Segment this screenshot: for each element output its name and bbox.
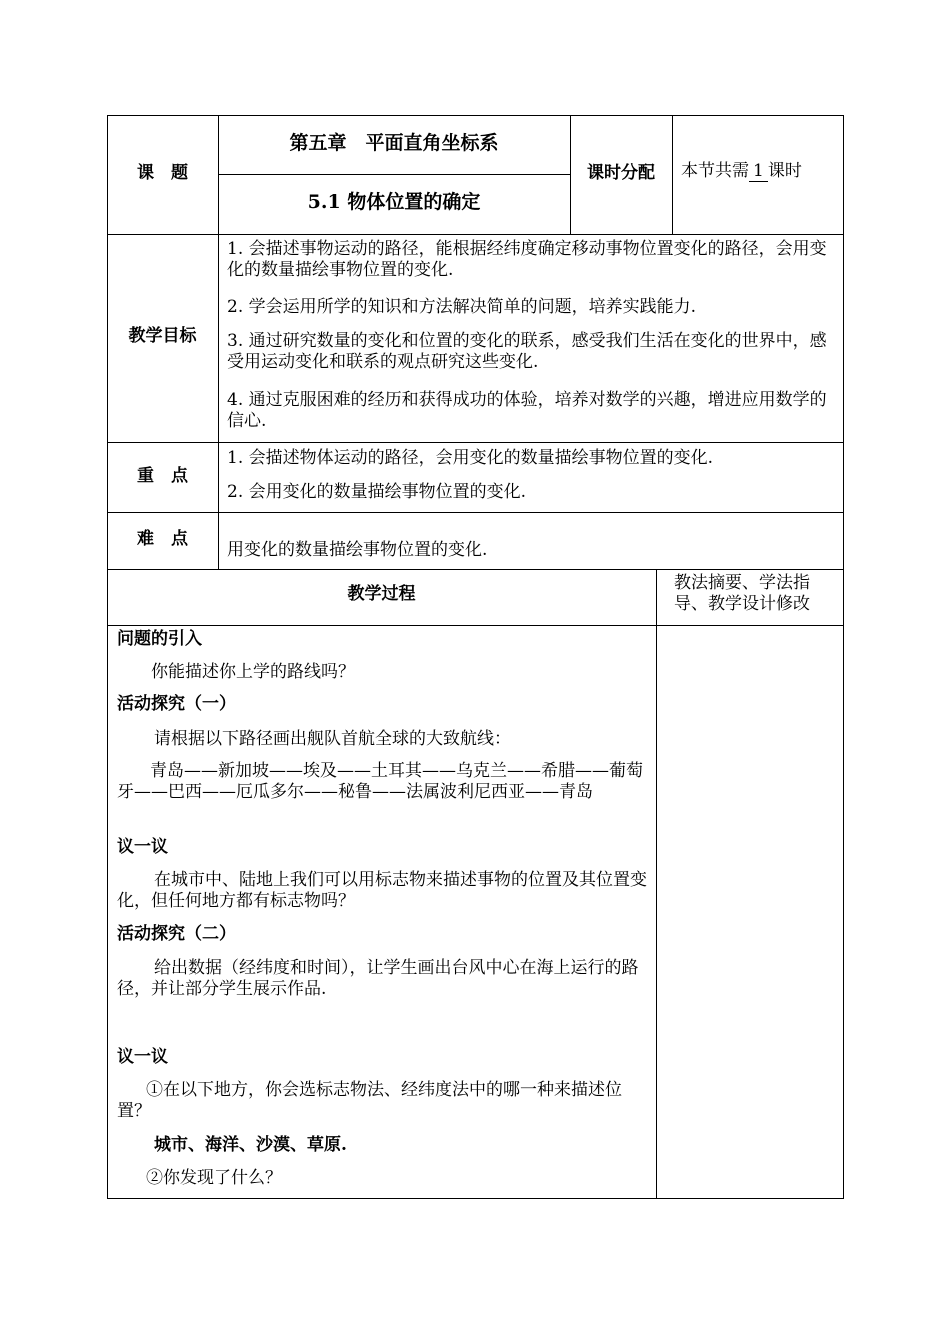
rule-process-body — [107, 625, 844, 626]
period-label: 课时分配 — [587, 163, 655, 183]
period-prefix: 本节共需 — [681, 161, 749, 181]
process-header: 教学过程 — [347, 584, 416, 604]
discuss2-places: 城市、海洋、沙漠、草原. — [154, 1135, 347, 1155]
keypoint-item: 1. 会描述物体运动的路径，会用变化的数量描绘事物位置的变化. — [227, 448, 714, 468]
activity1-route: 青岛——新加坡——埃及——土耳其——乌克兰——希腊——葡萄牙——巴西——厄瓜多尔——秘鲁——法属波利尼西亚——青岛 — [117, 761, 643, 802]
intro-text: 你能描述你上学的路线吗？ — [151, 662, 355, 682]
intro-heading: 问题的引入 — [117, 629, 202, 649]
section-title: 5.1 物体位置的确定 — [307, 191, 481, 213]
discuss2-question-1: ①在以下地方，你会选标志物法、经纬度法中的哪一种来描述位置？ — [117, 1080, 622, 1121]
rule-section-title — [218, 174, 570, 175]
objective-item: 3. 通过研究数量的变化和位置的变化的联系，感受我们生活在变化的世界中，感受用运动变化和联系的观点研究这些变化. — [227, 331, 827, 372]
discuss1-heading: 议一议 — [117, 837, 168, 857]
difficulty-label: 难 点 — [137, 529, 188, 549]
difficulty-text: 用变化的数量描绘事物位置的变化. — [227, 540, 488, 560]
period-suffix: 课时 — [767, 161, 802, 181]
period-count: 1 — [749, 162, 768, 182]
discuss2-heading: 议一议 — [117, 1047, 168, 1067]
activity2-text: 给出数据（经纬度和时间），让学生画出台风中心在海上运行的路径，并让部分学生展示作品. — [117, 958, 639, 999]
discuss2-question-2: ②你发现了什么？ — [146, 1168, 282, 1188]
rule-period-label-right — [672, 115, 673, 234]
activity2-heading: 活动探究（二） — [117, 924, 236, 944]
topic-label: 课 题 — [137, 163, 188, 183]
activity1-text: 请根据以下路径画出舰队首航全球的大致航线： — [154, 729, 511, 749]
keypoint-item: 2. 会用变化的数量描绘事物位置的变化. — [227, 482, 527, 502]
discuss1-text: 在城市中、陆地上我们可以用标志物来描述事物的位置及其位置变化，但任何地方都有标志物吗？ — [117, 870, 647, 911]
objectives-label: 教学目标 — [128, 326, 197, 346]
chapter-title: 第五章 平面直角坐标系 — [289, 132, 499, 154]
objective-item: 1. 会描述事物运动的路径，能根据经纬度确定移动事物位置变化的路径，会用变化的数量描绘事物位置的变化. — [227, 239, 827, 280]
period-value — [681, 161, 802, 182]
rule-side-column — [656, 569, 657, 1199]
process-side-header: 教法摘要、学法指导、教学设计修改 — [674, 573, 810, 614]
activity1-heading: 活动探究（一） — [117, 694, 236, 714]
objective-item: 2. 学会运用所学的知识和方法解决简单的问题，培养实践能力. — [227, 297, 697, 317]
objective-item: 4. 通过克服困难的经历和获得成功的体验，培养对数学的兴趣，增进应用数学的信心. — [227, 390, 827, 431]
rule-process-top — [107, 569, 844, 570]
keypoints-label: 重 点 — [137, 466, 188, 486]
rule-label-column — [218, 115, 219, 569]
